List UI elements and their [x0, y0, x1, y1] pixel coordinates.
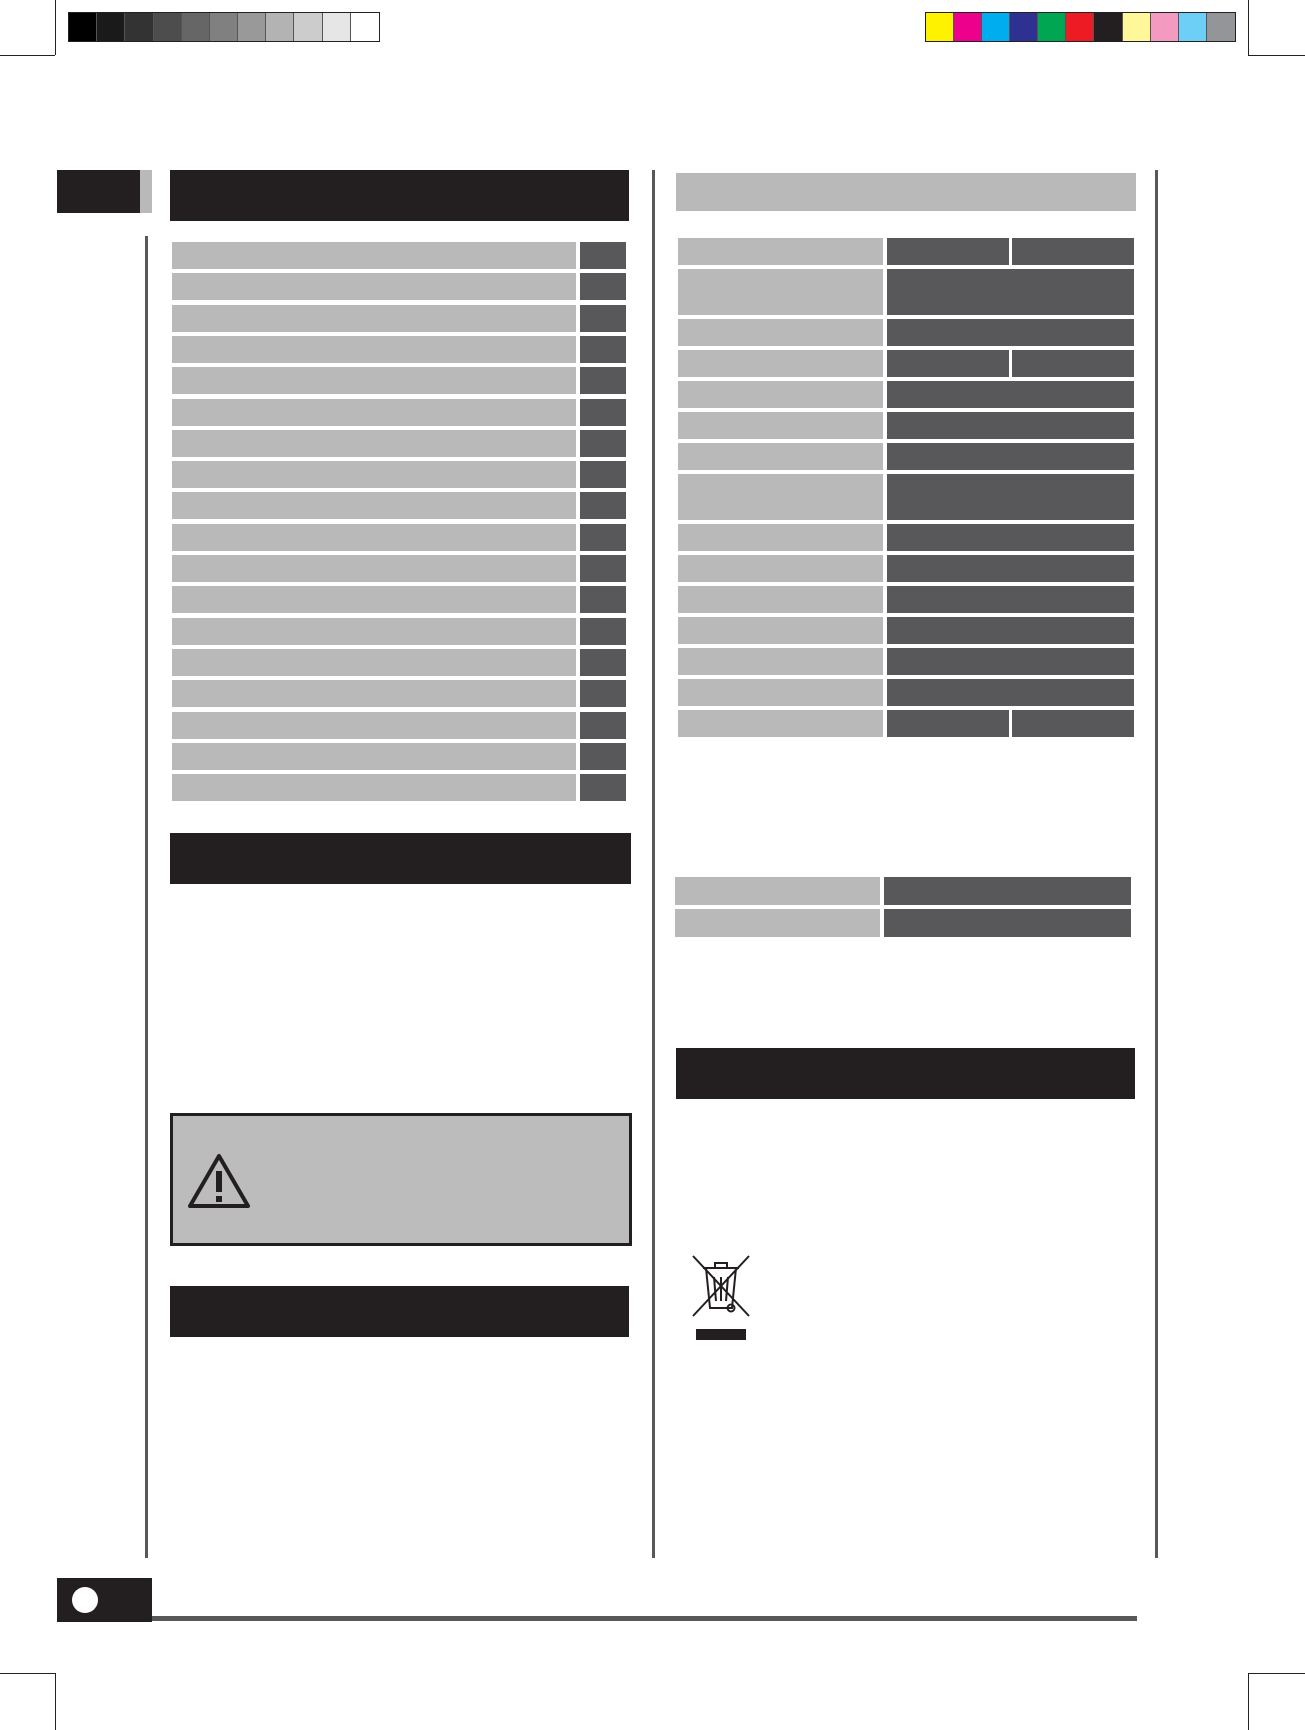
warning-box — [170, 1113, 632, 1246]
grayscale-swatch — [294, 13, 322, 41]
contents-row-label — [172, 305, 576, 332]
grayscale-swatch — [351, 13, 379, 41]
contents-row-label — [172, 555, 576, 582]
warning-triangle-icon — [187, 1153, 251, 1209]
contents-row-page — [580, 649, 626, 676]
contents-row-label — [172, 743, 576, 770]
spec-row-label — [678, 679, 883, 706]
contents-row-label — [172, 586, 576, 613]
grayscale-swatch — [266, 13, 294, 41]
color-swatch — [1066, 13, 1094, 41]
small-table-row-2-value — [884, 909, 1131, 937]
color-swatch — [1038, 13, 1066, 41]
crop-mark-bottom-right-v — [1248, 1673, 1249, 1730]
crop-mark-bottom-right-h — [1248, 1673, 1305, 1674]
grayscale-swatch — [125, 13, 153, 41]
color-swatch — [1123, 13, 1151, 41]
contents-row-label — [172, 492, 576, 519]
spec-row-label — [678, 524, 883, 551]
contents-row-page — [580, 586, 626, 613]
contents-row-label — [172, 680, 576, 707]
spec-row-value — [887, 586, 1134, 613]
contents-row-page — [580, 367, 626, 394]
contents-row-page — [580, 242, 626, 269]
spec-row-value — [887, 648, 1134, 675]
contents-row-label — [172, 399, 576, 426]
contents-row-page — [580, 461, 626, 488]
contents-row-label — [172, 336, 576, 363]
spec-row-value — [887, 524, 1134, 551]
spec-row-label — [678, 350, 883, 377]
spec-row-value — [887, 679, 1134, 706]
grayscale-swatch — [182, 13, 210, 41]
small-table-row-2-label — [675, 909, 880, 937]
crop-mark-bottom-left-h — [0, 1673, 55, 1674]
grayscale-swatch — [238, 13, 266, 41]
contents-row-page — [580, 743, 626, 770]
spec-row-value — [887, 710, 1009, 737]
contents-row-label — [172, 712, 576, 739]
color-swatch — [1010, 13, 1038, 41]
contents-row-label — [172, 649, 576, 676]
spec-row-label — [678, 474, 883, 520]
crossed-out-wheelie-bin-icon — [690, 1253, 752, 1343]
small-table-row-1-value — [884, 877, 1131, 905]
small-table-row-1-label — [675, 877, 880, 905]
contents-row-label — [172, 273, 576, 300]
contents-row-page — [580, 618, 626, 645]
contents-row-label — [172, 618, 576, 645]
contents-row-page — [580, 555, 626, 582]
color-swatch — [1151, 13, 1179, 41]
contents-row-label — [172, 367, 576, 394]
contents-row-label — [172, 774, 576, 801]
contents-row-page — [580, 399, 626, 426]
grayscale-calibration-bar — [68, 12, 380, 42]
contents-row-label — [172, 461, 576, 488]
section-tab — [57, 170, 140, 213]
section-heading-bar-2 — [170, 833, 631, 884]
color-calibration-bar — [925, 12, 1236, 42]
spec-row-label — [678, 617, 883, 644]
contents-row-page — [580, 336, 626, 363]
contents-row-page — [580, 774, 626, 801]
spec-row-value — [1012, 710, 1134, 737]
spec-row-value — [887, 350, 1009, 377]
spec-row-label — [678, 412, 883, 439]
column-rule-right — [1155, 170, 1158, 1558]
crop-mark-bottom-left-v — [55, 1673, 56, 1730]
contents-row-page — [580, 305, 626, 332]
section-heading-bar-3 — [170, 1286, 629, 1337]
disposal-heading-bar — [676, 1048, 1135, 1099]
spec-row-value — [1012, 350, 1134, 377]
contents-row-page — [580, 430, 626, 457]
grayscale-swatch — [69, 13, 97, 41]
color-swatch — [1207, 13, 1235, 41]
color-swatch — [1179, 13, 1207, 41]
specifications-heading-bar — [676, 173, 1136, 211]
column-rule-middle — [652, 170, 655, 1558]
contents-row-label — [172, 430, 576, 457]
spec-row-value — [887, 617, 1134, 644]
column-rule-left — [145, 236, 148, 1558]
grayscale-swatch — [210, 13, 238, 41]
spec-row-label — [678, 710, 883, 737]
contents-row-page — [580, 712, 626, 739]
grayscale-swatch — [97, 13, 125, 41]
spec-row-label — [678, 319, 883, 346]
spec-row-value — [887, 381, 1134, 408]
crop-mark-top-left-v — [55, 0, 56, 55]
spec-row-label — [678, 555, 883, 582]
spec-row-value — [887, 555, 1134, 582]
spec-row-value — [887, 269, 1134, 315]
crop-mark-top-left-h — [0, 55, 55, 56]
contents-row-page — [580, 680, 626, 707]
contents-row-page — [580, 273, 626, 300]
color-swatch — [926, 13, 954, 41]
contents-heading-bar — [170, 170, 629, 221]
spec-row-value — [887, 474, 1134, 520]
contents-row-page — [580, 524, 626, 551]
spec-row-label — [678, 648, 883, 675]
grayscale-swatch — [323, 13, 351, 41]
crop-mark-top-right-v — [1248, 0, 1249, 55]
spec-row-label — [678, 269, 883, 315]
contents-row-label — [172, 524, 576, 551]
color-swatch — [1094, 13, 1122, 41]
spec-row-value — [887, 238, 1009, 265]
spec-row-value — [887, 319, 1134, 346]
contents-row-label — [172, 242, 576, 269]
section-tab-accent — [140, 170, 152, 213]
footer-rule — [152, 1616, 1137, 1621]
color-swatch — [982, 13, 1010, 41]
spec-row-value — [1012, 238, 1134, 265]
contents-row-page — [580, 492, 626, 519]
page-number-tab — [57, 1578, 152, 1622]
grayscale-swatch — [154, 13, 182, 41]
spec-row-label — [678, 381, 883, 408]
spec-row-label — [678, 586, 883, 613]
spec-row-label — [678, 238, 883, 265]
color-swatch — [954, 13, 982, 41]
spec-row-value — [887, 443, 1134, 470]
spec-row-value — [887, 412, 1134, 439]
crop-mark-top-right-h — [1248, 55, 1305, 56]
spec-row-label — [678, 443, 883, 470]
page-number-circle — [72, 1587, 98, 1613]
